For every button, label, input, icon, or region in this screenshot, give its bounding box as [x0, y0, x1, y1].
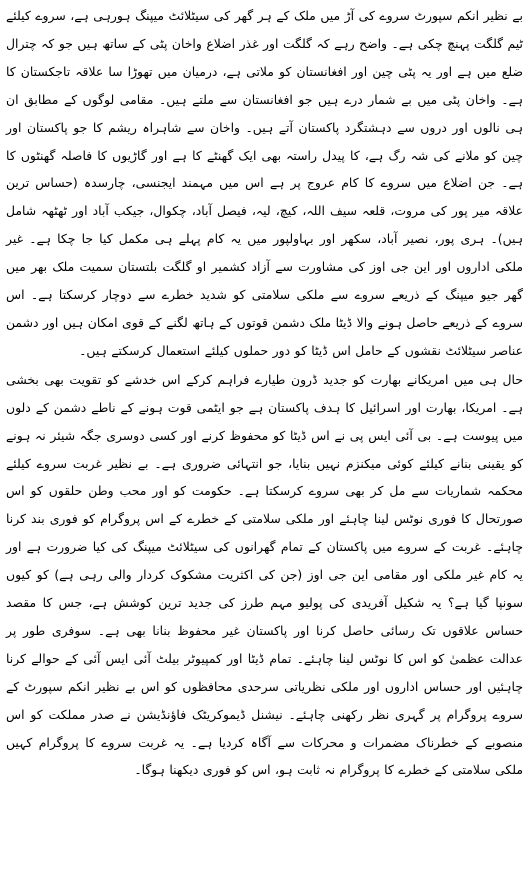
article-paragraph-2: حال ہی میں امریکانے بھارت کو جدید ڈرون طیارے فراہم کرکے اس خدشے کو تقویت بھی بخشی ہے۔ امریکا، بھارت اور اسرائیل کا ہدف پاکستان ہے جو ایٹمی قوت ہونے کے ناطے دشمن کے دلوں میں پیوست ہے۔ بی آئی ایس پی نے اس ڈیٹا کو محفوظ کرنے اور کسی دوسری جگہ شیئر نہ ہونے کو یقینی بنانے کیلئے کوئی میکنزم نہیں بنایا، جو انتہائی ضروری ہے۔ بے نظیر غربت سروے کیلئے محکمہ شماریات سے مل کر بھی سروے کرسکتا ہے۔ حکومت کو اور محب وطن حلقوں کو اس صورتحال کا فوری نوٹس لینا چاہئے اور ملکی سلامتی کے خطرے کے اس پروگرام کو فوری بند کرنا چاہئے۔ غربت کے سروے میں پاکستان کے تمام گھرانوں کی سیٹلائٹ میپنگ کی کیا ضرورت ہے اور یہ کام غیر ملکی اور مقامی این جی اوز (جن کی اکثریت مشکوک کردار والی رہی ہے) کو کیوں سونپا گیا ہے؟ یہ شکیل آفریدی کی پولیو مہم طرز کی جدید ترین کوشش ہے، جس کا مقصد حساس علاقوں تک رسائی حاصل کرنا اور پاکستان غیر محفوظ بنانا بھی ہے۔ سوفری طور پر عدالت عظمیٰ کو اس کا نوٹس لینا چاہئے۔ تمام ڈیٹا اور کمپیوٹر بیلٹ آئی ایس آئی کے حوالے کرنا چاہئیں اور حساس اداروں اور ملکی نظریاتی سرحدی محافظوں کو اس بے نظیر انکم سپورٹ کے سروے پروگرام پر گہری نظر رکھنی چاہئے۔ نیشنل ڈیموکریٹک فاؤنڈیشن نے صدر مملکت کو اس منصوبے کے خطرناک مضمرات و محرکات سے آگاہ کردیا ہے۔ یہ غربت سروے کا پروگرام کہیں ملکی سلامتی کے خطرے کا پروگرام نہ ثابت ہو، اس کو فوری دیکھنا ہوگا۔	[6, 371, 523, 778]
article-paragraph-1: بے نظیر انکم سپورٹ سروے کی آڑ میں ملک کے ہر گھر کی سیٹلائٹ میپنگ ہورہی ہے، سروے کیلئے ٹیم گلگت پہنچ چکی ہے۔ واضح رہے کہ گلگت اور غذر اضلاع واخان پٹی کے ساتھ ہیں جو کہ چترال ضلع میں ہے اور یہ پٹی چین اور افغانستان کو ملاتی ہے، درمیان میں تھوڑا سا علاقہ تاجکستان کا ہے۔ واخان پٹی میں بے شمار درے ہیں جو افغانستان سے ملتے ہیں۔ مقامی لوگوں کے مطابق ان ہی نالوں اور دروں سے دہشتگرد پاکستان آتے ہیں۔ واخان سے شاہراہ ریشم کا جو پاکستان اور چین کو ملانے کی شہ رگ ہے، کا پیدل راستہ بھی ایک گھنٹے کا ہے اور گاڑیوں کا فاصلہ گھنٹوں کا ہے۔ جن اضلاع میں سروے کا کام عروج پر ہے اس میں مہمند ایجنسی، چارسدہ (حساس ترین علاقہ میر پور کی مروت، قلعہ سیف اللہ، کیچ، لیہ، فیصل آباد، چکوال، جیکب آباد اور ٹھٹھہ شامل ہیں)۔ ہری پور، نصیر آباد، سکھر اور بہاولپور میں یہ کام پہلے ہی مکمل کیا جا چکا ہے۔ غیر ملکی اداروں اور این جی اوز کی مشاورت سے آزاد کشمیر او گلگت بلتستان سمیت ملک بھر میں گھر جیو میپنگ کے ذریعے سروے سے ملکی سلامتی کو شدید خطرے سے دوچار کرسکتا ہے۔ اس سروے کے ذریعے حاصل ہونے والا ڈیٹا ملک دشمن قوتوں کے ہاتھ لگنے کے قوی امکان ہیں اور دشمن عناصر سیٹلائٹ نقشوں کے حامل اس ڈیٹا کو دور حملوں کیلئے استعمال کرسکتے ہیں۔	[6, 8, 523, 358]
